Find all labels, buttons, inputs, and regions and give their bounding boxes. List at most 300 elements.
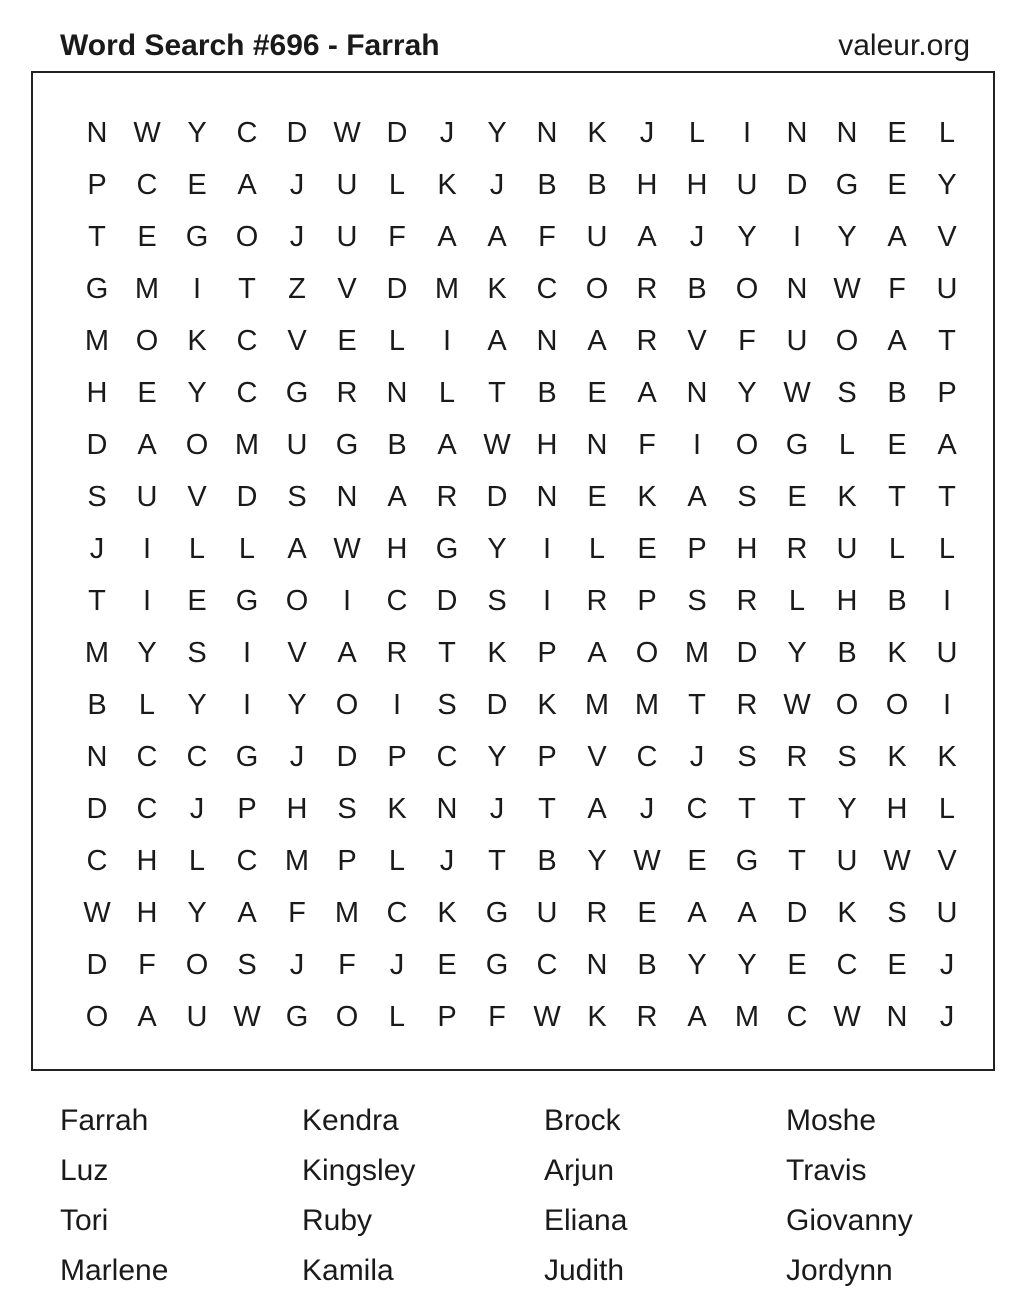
grid-cell[interactable]: R <box>586 897 608 929</box>
grid-cell[interactable]: K <box>437 897 457 929</box>
grid-cell[interactable]: J <box>89 533 105 565</box>
grid-cell[interactable]: W <box>883 845 911 877</box>
grid-cell[interactable]: B <box>387 429 407 461</box>
grid-cell[interactable]: J <box>289 221 305 253</box>
grid-cell[interactable]: I <box>692 429 702 461</box>
grid-cell[interactable]: D <box>336 741 358 773</box>
grid-cell[interactable]: G <box>735 845 759 877</box>
grid-cell[interactable]: D <box>386 273 408 305</box>
grid-cell[interactable]: C <box>236 325 258 357</box>
grid-cell[interactable]: R <box>436 481 458 513</box>
grid-cell[interactable]: M <box>584 689 610 721</box>
grid-cell[interactable]: V <box>287 325 307 357</box>
grid-cell[interactable]: C <box>136 169 158 201</box>
grid-cell[interactable]: Y <box>487 533 507 565</box>
grid-cell[interactable]: K <box>487 637 507 669</box>
grid-cell[interactable]: K <box>887 741 907 773</box>
grid-cell[interactable]: C <box>136 741 158 773</box>
grid-cell[interactable]: I <box>192 273 202 305</box>
grid-cell[interactable]: C <box>436 741 458 773</box>
grid-cell[interactable]: N <box>536 481 558 513</box>
grid-cell[interactable]: I <box>792 221 802 253</box>
grid-cell[interactable]: O <box>835 325 859 357</box>
grid-cell[interactable]: P <box>87 169 107 201</box>
grid-cell[interactable]: N <box>586 429 608 461</box>
grid-cell[interactable]: D <box>436 585 458 617</box>
grid-cell[interactable]: A <box>887 221 907 253</box>
grid-cell[interactable]: J <box>639 117 655 149</box>
grid-cell[interactable]: E <box>137 377 157 409</box>
grid-cell[interactable]: D <box>486 481 508 513</box>
grid-cell[interactable]: C <box>686 793 708 825</box>
grid-cell[interactable]: D <box>486 689 508 721</box>
grid-cell[interactable]: F <box>538 221 556 253</box>
grid-cell[interactable]: V <box>587 741 607 773</box>
grid-cell[interactable]: N <box>86 741 108 773</box>
grid-cell[interactable]: P <box>237 793 257 825</box>
grid-cell[interactable]: U <box>536 897 558 929</box>
grid-cell[interactable]: T <box>488 377 506 409</box>
grid-cell[interactable]: B <box>587 169 607 201</box>
grid-cell[interactable]: I <box>542 585 552 617</box>
grid-cell[interactable]: S <box>837 741 857 773</box>
grid-cell[interactable]: M <box>84 637 110 669</box>
grid-cell[interactable]: A <box>137 1001 157 1033</box>
grid-cell[interactable]: O <box>185 429 209 461</box>
grid-cell[interactable]: N <box>536 117 558 149</box>
grid-cell[interactable]: C <box>136 793 158 825</box>
grid-cell[interactable]: J <box>489 793 505 825</box>
grid-cell[interactable]: Y <box>837 793 857 825</box>
grid-cell[interactable]: J <box>639 793 655 825</box>
grid-cell[interactable]: R <box>636 273 658 305</box>
grid-cell[interactable]: N <box>886 1001 908 1033</box>
grid-cell[interactable]: S <box>837 377 857 409</box>
grid-cell[interactable]: V <box>937 221 957 253</box>
grid-cell[interactable]: R <box>636 325 658 357</box>
grid-cell[interactable]: N <box>386 377 408 409</box>
grid-cell[interactable]: A <box>387 481 407 513</box>
grid-cell[interactable]: A <box>437 221 457 253</box>
grid-cell[interactable]: W <box>783 377 811 409</box>
grid-cell[interactable]: M <box>84 325 110 357</box>
grid-cell[interactable]: L <box>938 533 956 565</box>
grid-cell[interactable]: J <box>689 741 705 773</box>
grid-cell[interactable]: E <box>887 117 907 149</box>
grid-cell[interactable]: C <box>636 741 658 773</box>
grid-cell[interactable]: U <box>586 221 608 253</box>
grid-cell[interactable]: Y <box>187 689 207 721</box>
grid-cell[interactable]: B <box>837 637 857 669</box>
grid-cell[interactable]: H <box>136 845 158 877</box>
grid-cell[interactable]: J <box>689 221 705 253</box>
grid-cell[interactable]: K <box>387 793 407 825</box>
grid-cell[interactable]: H <box>386 533 408 565</box>
grid-cell[interactable]: G <box>235 585 259 617</box>
grid-cell[interactable]: C <box>236 117 258 149</box>
grid-cell[interactable]: B <box>87 689 107 721</box>
grid-cell[interactable]: B <box>537 845 557 877</box>
grid-cell[interactable]: O <box>85 1001 109 1033</box>
grid-cell[interactable]: H <box>286 793 308 825</box>
grid-cell[interactable]: I <box>542 533 552 565</box>
grid-cell[interactable]: E <box>137 221 157 253</box>
grid-cell[interactable]: A <box>937 429 957 461</box>
grid-cell[interactable]: E <box>887 429 907 461</box>
grid-cell[interactable]: H <box>636 169 658 201</box>
grid-cell[interactable]: I <box>342 585 352 617</box>
grid-cell[interactable]: V <box>187 481 207 513</box>
grid-cell[interactable]: B <box>537 169 557 201</box>
grid-cell[interactable]: P <box>437 1001 457 1033</box>
grid-cell[interactable]: L <box>688 117 706 149</box>
grid-cell[interactable]: S <box>87 481 107 513</box>
grid-cell[interactable]: E <box>337 325 357 357</box>
grid-cell[interactable]: R <box>736 689 758 721</box>
grid-cell[interactable]: M <box>334 897 360 929</box>
grid-cell[interactable]: K <box>187 325 207 357</box>
grid-cell[interactable]: G <box>485 949 509 981</box>
grid-cell[interactable]: O <box>185 949 209 981</box>
grid-cell[interactable]: C <box>86 845 108 877</box>
grid-cell[interactable]: I <box>242 689 252 721</box>
grid-cell[interactable]: C <box>786 1001 808 1033</box>
grid-cell[interactable]: D <box>86 949 108 981</box>
grid-cell[interactable]: U <box>736 169 758 201</box>
grid-cell[interactable]: Y <box>687 949 707 981</box>
grid-cell[interactable]: W <box>633 845 661 877</box>
grid-cell[interactable]: J <box>939 949 955 981</box>
grid-cell[interactable]: A <box>287 533 307 565</box>
grid-cell[interactable]: G <box>235 741 259 773</box>
grid-cell[interactable]: D <box>86 429 108 461</box>
grid-cell[interactable]: N <box>86 117 108 149</box>
grid-cell[interactable]: V <box>937 845 957 877</box>
grid-cell[interactable]: Y <box>187 897 207 929</box>
grid-cell[interactable]: U <box>336 221 358 253</box>
grid-cell[interactable]: A <box>137 429 157 461</box>
grid-cell[interactable]: U <box>936 273 958 305</box>
grid-cell[interactable]: I <box>442 325 452 357</box>
grid-cell[interactable]: A <box>587 325 607 357</box>
grid-cell[interactable]: N <box>586 949 608 981</box>
grid-cell[interactable]: O <box>585 273 609 305</box>
grid-cell[interactable]: E <box>787 949 807 981</box>
grid-cell[interactable]: R <box>636 1001 658 1033</box>
grid-cell[interactable]: P <box>937 377 957 409</box>
grid-cell[interactable]: L <box>238 533 256 565</box>
grid-cell[interactable]: O <box>735 273 759 305</box>
grid-cell[interactable]: A <box>237 897 257 929</box>
grid-cell[interactable]: L <box>388 325 406 357</box>
grid-cell[interactable]: L <box>188 533 206 565</box>
grid-cell[interactable]: J <box>439 117 455 149</box>
grid-cell[interactable]: J <box>289 741 305 773</box>
grid-cell[interactable]: M <box>734 1001 760 1033</box>
grid-cell[interactable]: Y <box>787 637 807 669</box>
grid-cell[interactable]: F <box>638 429 656 461</box>
grid-cell[interactable]: H <box>686 169 708 201</box>
grid-cell[interactable]: T <box>688 689 706 721</box>
grid-cell[interactable]: K <box>437 169 457 201</box>
grid-cell[interactable]: M <box>234 429 260 461</box>
grid-cell[interactable]: C <box>536 273 558 305</box>
grid-cell[interactable]: P <box>537 637 557 669</box>
grid-cell[interactable]: N <box>786 117 808 149</box>
grid-cell[interactable]: F <box>138 949 156 981</box>
grid-cell[interactable]: L <box>388 845 406 877</box>
grid-cell[interactable]: T <box>738 793 756 825</box>
grid-cell[interactable]: R <box>586 585 608 617</box>
grid-cell[interactable]: H <box>836 585 858 617</box>
grid-cell[interactable]: Y <box>187 377 207 409</box>
grid-cell[interactable]: M <box>684 637 710 669</box>
grid-cell[interactable]: D <box>86 793 108 825</box>
grid-cell[interactable]: Y <box>487 741 507 773</box>
grid-cell[interactable]: L <box>438 377 456 409</box>
grid-cell[interactable]: H <box>886 793 908 825</box>
grid-cell[interactable]: T <box>88 221 106 253</box>
grid-cell[interactable]: Y <box>937 169 957 201</box>
grid-cell[interactable]: G <box>285 377 309 409</box>
grid-cell[interactable]: S <box>737 741 757 773</box>
grid-cell[interactable]: H <box>136 897 158 929</box>
grid-cell[interactable]: L <box>888 533 906 565</box>
grid-cell[interactable]: J <box>389 949 405 981</box>
grid-cell[interactable]: J <box>189 793 205 825</box>
grid-cell[interactable]: U <box>186 1001 208 1033</box>
grid-cell[interactable]: P <box>537 741 557 773</box>
grid-cell[interactable]: M <box>284 845 310 877</box>
grid-cell[interactable]: N <box>836 117 858 149</box>
grid-cell[interactable]: L <box>138 689 156 721</box>
grid-cell[interactable]: H <box>536 429 558 461</box>
grid-cell[interactable]: E <box>587 481 607 513</box>
grid-cell[interactable]: K <box>487 273 507 305</box>
grid-cell[interactable]: K <box>937 741 957 773</box>
grid-cell[interactable]: N <box>786 273 808 305</box>
grid-cell[interactable]: C <box>386 585 408 617</box>
grid-cell[interactable]: T <box>438 637 456 669</box>
grid-cell[interactable]: W <box>233 1001 261 1033</box>
grid-cell[interactable]: Y <box>737 221 757 253</box>
grid-cell[interactable]: A <box>887 325 907 357</box>
grid-cell[interactable]: E <box>887 169 907 201</box>
grid-cell[interactable]: U <box>936 897 958 929</box>
grid-cell[interactable]: O <box>285 585 309 617</box>
grid-cell[interactable]: Y <box>737 949 757 981</box>
grid-cell[interactable]: B <box>887 585 907 617</box>
grid-cell[interactable]: L <box>938 793 956 825</box>
grid-cell[interactable]: S <box>737 481 757 513</box>
grid-cell[interactable]: G <box>85 273 109 305</box>
grid-cell[interactable]: D <box>786 169 808 201</box>
grid-cell[interactable]: T <box>538 793 556 825</box>
grid-cell[interactable]: C <box>236 377 258 409</box>
grid-cell[interactable]: Y <box>737 377 757 409</box>
grid-cell[interactable]: A <box>737 897 757 929</box>
grid-cell[interactable]: O <box>335 1001 359 1033</box>
grid-cell[interactable]: L <box>588 533 606 565</box>
grid-cell[interactable]: W <box>833 273 861 305</box>
grid-cell[interactable]: P <box>337 845 357 877</box>
grid-cell[interactable]: G <box>485 897 509 929</box>
grid-cell[interactable]: J <box>439 845 455 877</box>
grid-cell[interactable]: U <box>836 845 858 877</box>
grid-cell[interactable]: U <box>336 169 358 201</box>
grid-cell[interactable]: M <box>134 273 160 305</box>
grid-cell[interactable]: S <box>687 585 707 617</box>
grid-cell[interactable]: N <box>536 325 558 357</box>
grid-cell[interactable]: F <box>738 325 756 357</box>
grid-cell[interactable]: O <box>235 221 259 253</box>
grid-cell[interactable]: D <box>236 481 258 513</box>
grid-cell[interactable]: J <box>489 169 505 201</box>
grid-cell[interactable]: G <box>185 221 209 253</box>
grid-cell[interactable]: K <box>637 481 657 513</box>
grid-cell[interactable]: K <box>887 637 907 669</box>
grid-cell[interactable]: G <box>335 429 359 461</box>
grid-cell[interactable]: T <box>88 585 106 617</box>
grid-cell[interactable]: U <box>836 533 858 565</box>
grid-cell[interactable]: L <box>838 429 856 461</box>
grid-cell[interactable]: O <box>135 325 159 357</box>
grid-cell[interactable]: Y <box>287 689 307 721</box>
grid-cell[interactable]: E <box>887 949 907 981</box>
grid-cell[interactable]: U <box>286 429 308 461</box>
grid-cell[interactable]: G <box>285 1001 309 1033</box>
grid-cell[interactable]: G <box>435 533 459 565</box>
grid-cell[interactable]: W <box>833 1001 861 1033</box>
grid-cell[interactable]: E <box>787 481 807 513</box>
grid-cell[interactable]: T <box>888 481 906 513</box>
grid-cell[interactable]: R <box>736 585 758 617</box>
grid-cell[interactable]: B <box>887 377 907 409</box>
grid-cell[interactable]: F <box>288 897 306 929</box>
grid-cell[interactable]: S <box>437 689 457 721</box>
grid-cell[interactable]: Y <box>187 117 207 149</box>
grid-cell[interactable]: E <box>687 845 707 877</box>
grid-cell[interactable]: Y <box>137 637 157 669</box>
grid-cell[interactable]: I <box>942 585 952 617</box>
grid-cell[interactable]: C <box>836 949 858 981</box>
grid-cell[interactable]: W <box>333 117 361 149</box>
grid-cell[interactable]: R <box>386 637 408 669</box>
grid-cell[interactable]: S <box>287 481 307 513</box>
grid-cell[interactable]: J <box>939 1001 955 1033</box>
grid-cell[interactable]: O <box>735 429 759 461</box>
grid-cell[interactable]: K <box>837 481 857 513</box>
grid-cell[interactable]: B <box>687 273 707 305</box>
grid-cell[interactable]: H <box>86 377 108 409</box>
grid-cell[interactable]: C <box>236 845 258 877</box>
grid-cell[interactable]: A <box>687 481 707 513</box>
grid-cell[interactable]: F <box>338 949 356 981</box>
grid-cell[interactable]: I <box>742 117 752 149</box>
grid-cell[interactable]: O <box>835 689 859 721</box>
grid-cell[interactable]: W <box>783 689 811 721</box>
grid-cell[interactable]: R <box>336 377 358 409</box>
grid-cell[interactable]: L <box>188 845 206 877</box>
grid-cell[interactable]: K <box>537 689 557 721</box>
grid-cell[interactable]: T <box>788 793 806 825</box>
grid-cell[interactable]: S <box>237 949 257 981</box>
grid-cell[interactable]: H <box>736 533 758 565</box>
grid-cell[interactable]: W <box>483 429 511 461</box>
grid-cell[interactable]: P <box>687 533 707 565</box>
grid-cell[interactable]: J <box>289 169 305 201</box>
grid-cell[interactable]: W <box>133 117 161 149</box>
grid-cell[interactable]: A <box>587 793 607 825</box>
grid-cell[interactable]: G <box>785 429 809 461</box>
grid-cell[interactable]: L <box>788 585 806 617</box>
grid-cell[interactable]: K <box>587 117 607 149</box>
grid-cell[interactable]: D <box>786 897 808 929</box>
grid-cell[interactable]: T <box>788 845 806 877</box>
grid-cell[interactable]: T <box>238 273 256 305</box>
grid-cell[interactable]: W <box>333 533 361 565</box>
grid-cell[interactable]: A <box>637 221 657 253</box>
grid-cell[interactable]: Y <box>837 221 857 253</box>
grid-cell[interactable]: I <box>142 533 152 565</box>
grid-cell[interactable]: N <box>436 793 458 825</box>
grid-cell[interactable]: S <box>337 793 357 825</box>
grid-cell[interactable]: E <box>437 949 457 981</box>
grid-cell[interactable]: Z <box>288 273 306 305</box>
grid-cell[interactable]: E <box>637 897 657 929</box>
grid-cell[interactable]: J <box>289 949 305 981</box>
grid-cell[interactable]: E <box>187 169 207 201</box>
grid-cell[interactable]: R <box>786 741 808 773</box>
grid-cell[interactable]: V <box>337 273 357 305</box>
grid-cell[interactable]: A <box>237 169 257 201</box>
grid-cell[interactable]: B <box>637 949 657 981</box>
grid-cell[interactable]: T <box>938 325 956 357</box>
grid-cell[interactable]: Y <box>587 845 607 877</box>
grid-cell[interactable]: S <box>187 637 207 669</box>
grid-cell[interactable]: I <box>942 689 952 721</box>
grid-cell[interactable]: W <box>83 897 111 929</box>
grid-cell[interactable]: T <box>488 845 506 877</box>
grid-cell[interactable]: E <box>587 377 607 409</box>
grid-cell[interactable]: M <box>634 689 660 721</box>
grid-cell[interactable]: K <box>587 1001 607 1033</box>
grid-cell[interactable]: S <box>887 897 907 929</box>
grid-cell[interactable]: V <box>687 325 707 357</box>
grid-cell[interactable]: L <box>388 169 406 201</box>
grid-cell[interactable]: F <box>888 273 906 305</box>
grid-cell[interactable]: A <box>337 637 357 669</box>
grid-cell[interactable]: F <box>388 221 406 253</box>
grid-cell[interactable]: I <box>392 689 402 721</box>
grid-cell[interactable]: L <box>938 117 956 149</box>
grid-cell[interactable]: E <box>637 533 657 565</box>
grid-cell[interactable]: D <box>286 117 308 149</box>
grid-cell[interactable]: D <box>386 117 408 149</box>
grid-cell[interactable]: I <box>142 585 152 617</box>
grid-cell[interactable]: B <box>537 377 557 409</box>
grid-cell[interactable]: S <box>487 585 507 617</box>
grid-cell[interactable]: D <box>736 637 758 669</box>
grid-cell[interactable]: C <box>386 897 408 929</box>
grid-cell[interactable]: A <box>487 221 507 253</box>
grid-cell[interactable]: O <box>335 689 359 721</box>
grid-cell[interactable]: A <box>437 429 457 461</box>
grid-cell[interactable]: O <box>635 637 659 669</box>
grid-cell[interactable]: L <box>388 1001 406 1033</box>
grid-cell[interactable]: F <box>488 1001 506 1033</box>
grid-cell[interactable]: C <box>536 949 558 981</box>
